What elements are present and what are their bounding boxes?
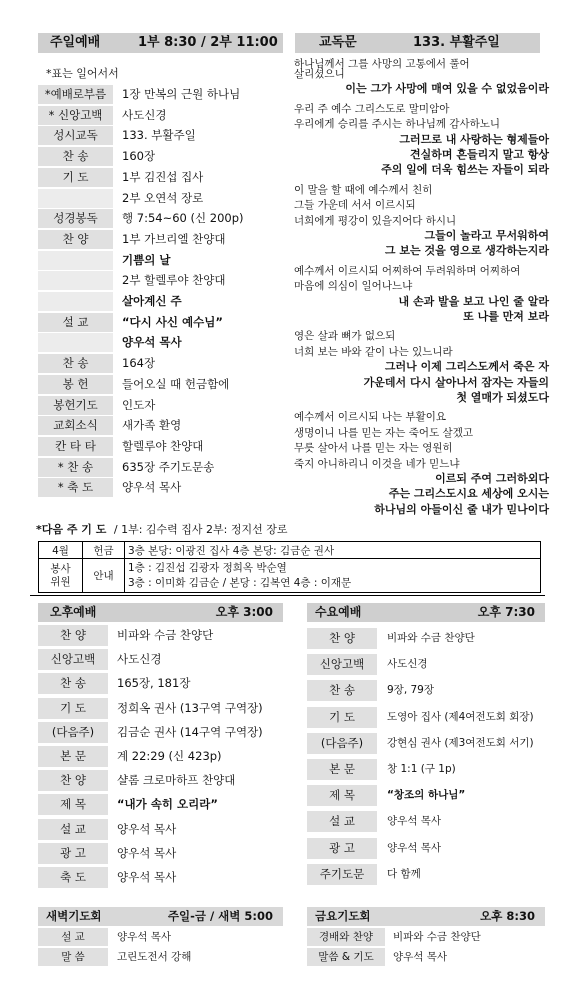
order-label: 찬 송 [38, 354, 113, 373]
afternoon-header [38, 603, 283, 622]
reading-people-line: 우리에게 승리를 주시는 하나님께 감사하노니 [294, 118, 501, 131]
order-value: 사도신경 [387, 658, 428, 671]
reading-leader-line: 그들이 놀라고 무서워하여 [424, 229, 549, 242]
reading-header [295, 33, 540, 53]
order-label: 본 문 [38, 746, 108, 767]
offering-value: 3층 본당: 이광진 집사 4층 본당: 김금순 권사 [125, 542, 541, 559]
order-value: “내가 속히 오리라” [117, 797, 218, 812]
order-value: 살아계신 주 [122, 294, 182, 308]
wednesday-time: 오후 7:30 [477, 605, 535, 619]
offering-label: 헌금 [83, 542, 125, 559]
order-label: 본 문 [307, 759, 377, 780]
order-label: 기 도 [38, 698, 108, 719]
order-label: 봉헌기도 [38, 396, 113, 415]
reading-people-line: 죽지 아니하리니 이것을 네가 믿느냐 [294, 457, 460, 470]
order-value: 할렐루야 찬양대 [122, 438, 204, 453]
order-label: 설 교 [38, 313, 113, 332]
divider [30, 595, 545, 596]
order-value: 양우석 목사 [117, 931, 172, 943]
wednesday-header [307, 603, 545, 622]
reading-leader-line: 이는 그가 사망에 매여 있을 수 없었음이라 [345, 82, 549, 96]
order-value: 2부 할렐루야 찬양대 [122, 273, 226, 288]
order-value: 인도자 [122, 397, 156, 412]
order-value: 9장, 79장 [387, 684, 435, 697]
order-label: *예배로부름 [38, 85, 113, 104]
order-value: 정희옥 권사 (13구역 구역장) [117, 700, 263, 715]
sunday-title: 주일예배 [50, 35, 101, 50]
order-value: 양우석 목사 [122, 335, 182, 350]
order-label: 설 교 [38, 819, 108, 840]
reading-leader-line: 하나님의 아들이신 줄 내가 믿나이다 [374, 502, 549, 516]
guide-line-2: 3층 : 이미화 김금순 / 본당 : 김복연 4층 : 이재문 [128, 576, 352, 589]
reading-leader-line: 그러므로 내 사랑하는 형제들아 [399, 132, 549, 146]
order-label: 경배와 찬양 [307, 928, 385, 946]
order-value: 양우석 목사 [117, 845, 177, 860]
service-committee-table [38, 541, 541, 593]
reading-title: 교독문 [319, 35, 357, 50]
order-value: 비파와 수금 찬양단 [393, 931, 481, 943]
order-value: 635장 주기도문송 [122, 459, 215, 474]
order-label: 찬 양 [307, 628, 377, 649]
order-value: 고린도전서 강해 [117, 951, 192, 963]
order-label [38, 189, 113, 208]
order-value: 양우석 목사 [117, 821, 177, 836]
month-cell: 4월 [39, 542, 83, 559]
standing-note: *표는 일어서서 [46, 67, 119, 80]
order-label [38, 292, 113, 311]
friday-header [307, 907, 545, 926]
order-value: 1부 김진섭 집사 [122, 169, 204, 184]
order-value: 계 22:29 (신 423p) [117, 749, 222, 763]
reading-people-line: 너희에게 평강이 있을지어다 하시니 [294, 214, 457, 227]
reading-people-line: 우리 주 예수 그리스도로 말미암아 [294, 102, 450, 115]
order-value: 사도신경 [117, 652, 162, 667]
reading-leader-line: 내 손과 발을 보고 나인 줄 알라 [398, 294, 549, 308]
order-value: 김금순 권사 (14구역 구역장) [117, 724, 263, 739]
reading-leader-line: 이르되 주여 그러하외다 [435, 472, 549, 485]
order-label: 주기도문 [307, 864, 377, 885]
order-value: 133. 부활주일 [122, 128, 196, 143]
order-value: 양우석 목사 [393, 951, 448, 963]
order-value: 양우석 목사 [387, 841, 442, 854]
order-label: 제 목 [38, 794, 108, 815]
reading-people-line: 이 말을 할 때에 예수께서 친히 [294, 183, 433, 196]
order-value: 다 함께 [387, 867, 421, 880]
order-value: 160장 [122, 149, 156, 164]
reading-people-line: 무릇 살아서 나를 믿는 자는 영원히 [294, 442, 453, 455]
order-label [38, 333, 113, 352]
order-value: 164장 [122, 356, 156, 371]
next-prayer-label: *다음 주 기 도 [36, 523, 107, 536]
reading-people-line: 마음에 의심이 일어나느냐 [294, 280, 413, 293]
reading-leader-line: 주는 그리스도시요 세상에 오시는 [388, 487, 549, 501]
order-value: 새가족 환영 [122, 418, 182, 433]
committee-label: 봉사 위원 [39, 559, 83, 593]
dawn-title: 새벽기도회 [46, 909, 102, 923]
order-label: 설 교 [307, 811, 377, 832]
order-label: 성시교독 [38, 126, 113, 145]
order-label: 말씀 & 기도 [307, 948, 385, 966]
order-label: 찬 송 [38, 673, 108, 694]
order-label: 기 도 [38, 168, 113, 187]
order-value: 1장 만복의 근원 하나님 [122, 87, 241, 101]
order-label: 찬 양 [38, 230, 113, 249]
order-label: 말 씀 [38, 948, 108, 966]
reading-leader-line: 주의 일에 더욱 힘쓰는 자들이 되라 [381, 163, 549, 177]
order-label: 찬 송 [38, 147, 113, 166]
reading-leader-line: 가운데서 다시 살아나서 잠자는 자들의 [363, 375, 549, 389]
order-value: 비파와 수금 찬양단 [387, 632, 475, 644]
order-value: “창조의 하나님” [387, 789, 466, 802]
afternoon-title: 오후예배 [50, 605, 97, 619]
order-value: 2부 오연석 장로 [122, 190, 204, 205]
order-label: (다음주) [307, 733, 377, 754]
order-value: 165장, 181장 [117, 676, 191, 691]
reading-leader-line: 그 보는 것을 영으로 생각하는지라 [384, 244, 549, 258]
order-label: 신앙고백 [38, 649, 108, 670]
order-label: 교회소식 [38, 416, 113, 435]
friday-time: 오후 8:30 [480, 909, 535, 923]
reading-leader-line: 첫 열매가 되셨도다 [456, 391, 549, 404]
sunday-times: 1부 8:30 / 2부 11:00 [138, 35, 278, 50]
order-value: 샬롬 크로마하프 찬양대 [117, 773, 236, 788]
order-value: 창 1:1 (구 1p) [387, 763, 456, 775]
order-value: 양우석 목사 [117, 870, 177, 884]
order-label: 찬 양 [38, 625, 108, 646]
order-value: “다시 사신 예수님” [122, 314, 223, 329]
reading-people-line: 살리셨으니 [294, 68, 345, 80]
order-value: 들어오실 때 헌금함에 [122, 376, 230, 391]
order-label: 찬 송 [307, 680, 377, 701]
order-value: 기쁨의 날 [122, 252, 171, 267]
order-label [38, 271, 113, 290]
order-label: 찬 양 [38, 770, 108, 791]
guide-line-1: 1층 : 김진섭 김광자 정희옥 박순열 [128, 561, 287, 574]
order-label: 축 도 [38, 867, 108, 888]
order-value: 사도신경 [122, 107, 167, 122]
order-value: 행 7:54~60 (신 200p) [122, 211, 244, 226]
order-value: 도영아 집사 (제4여전도회 회장) [387, 710, 534, 723]
order-label: 제 목 [307, 785, 377, 806]
order-value: 비파와 수금 찬양단 [117, 628, 214, 642]
reading-people-line: 예수께서 이르시되 어찌하여 두려워하며 어찌하여 [294, 264, 521, 277]
reading-leader-line: 그러나 이제 그리스도께서 죽은 자 [384, 360, 549, 374]
order-value: 1부 가브리엘 찬양대 [122, 231, 226, 246]
order-label: 설 교 [38, 928, 108, 946]
order-label: 신앙고백 [307, 654, 377, 675]
order-value: 양우석 목사 [122, 480, 182, 495]
sunday-header [38, 33, 283, 53]
next-prayer [36, 521, 287, 537]
order-label: * 신앙고백 [38, 106, 113, 125]
reading-people-line: 그들 가운데 서서 이르시되 [294, 199, 416, 212]
order-label: 광 고 [307, 838, 377, 859]
dawn-time: 주일-금 / 새벽 5:00 [167, 909, 273, 923]
reading-people-line: 영은 살과 뼈가 없으되 [294, 330, 396, 343]
reading-people-line: 예수께서 이르시되 나는 부활이요 [294, 411, 447, 424]
reading-leader-line: 견실하며 흔들리지 말고 항상 [410, 148, 549, 161]
afternoon-time: 오후 3:00 [215, 605, 273, 619]
order-value: 양우석 목사 [387, 815, 442, 828]
reading-people-line: 하나님께서 그를 사망의 고통에서 풀어 [294, 58, 470, 70]
order-label [38, 251, 113, 270]
order-value: 강현심 권사 (제3여전도회 서기) [387, 736, 534, 749]
order-label: 칸 타 타 [38, 437, 113, 456]
order-label: * 축 도 [38, 478, 113, 497]
order-label: 성경봉독 [38, 209, 113, 228]
friday-title: 금요기도회 [315, 909, 371, 923]
reading-subtitle: 133. 부활주일 [413, 35, 500, 50]
reading-leader-line: 또 나를 만져 보라 [463, 310, 549, 323]
reading-people-line: 너희 보는 바와 같이 나는 있느니라 [294, 345, 453, 358]
order-label: 광 고 [38, 843, 108, 864]
order-label: * 찬 송 [38, 458, 113, 477]
order-label: (다음주) [38, 722, 108, 743]
reading-people-line: 생명이니 나를 믿는 자는 죽어도 살겠고 [294, 426, 473, 439]
guide-label: 안내 [83, 559, 125, 593]
dawn-header [38, 907, 283, 926]
order-label: 기 도 [307, 707, 377, 728]
wednesday-title: 수요예배 [315, 605, 362, 619]
next-prayer-text: / 1부: 김수력 집사 2부: 정지선 장로 [113, 523, 288, 536]
order-label: 봉 헌 [38, 375, 113, 394]
